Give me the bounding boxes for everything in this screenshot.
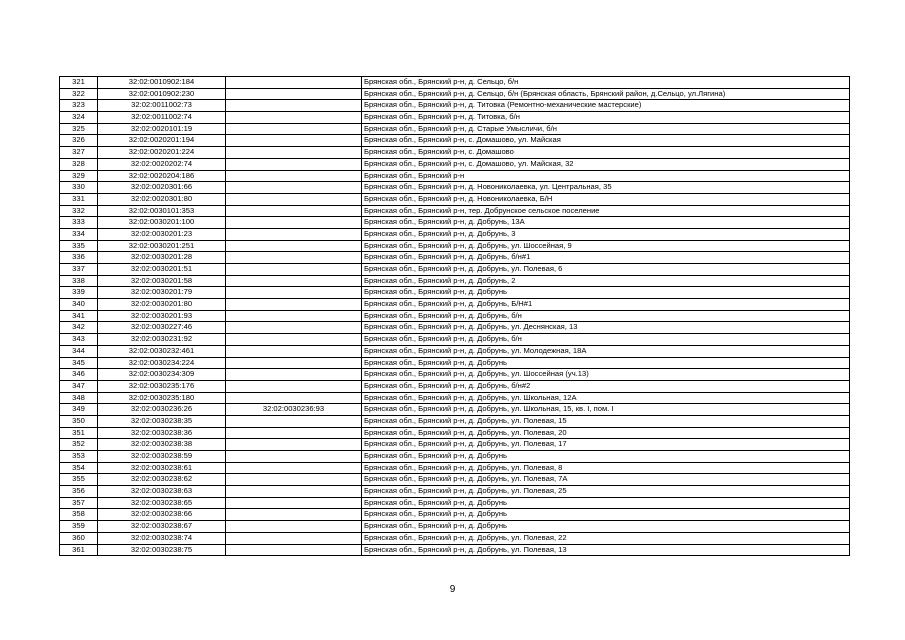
address-cell: Брянская обл., Брянский р-н, с. Домашово <box>362 147 850 159</box>
previous-cadastral-number-cell <box>226 287 362 299</box>
row-number-cell: 322 <box>60 88 98 100</box>
address-cell: Брянская обл., Брянский р-н, с. Домашово, ул. Майская <box>362 135 850 147</box>
previous-cadastral-number-cell <box>226 240 362 252</box>
table-row <box>60 427 850 439</box>
row-number-cell: 359 <box>60 521 98 533</box>
address-cell: Брянская обл., Брянский р-н, д. Добрунь, Б/Н#1 <box>362 299 850 311</box>
address-cell: Брянская обл., Брянский р-н, д. Добрунь, б/н#1 <box>362 252 850 264</box>
cadastral-number-cell: 32:02:0030235:176 <box>98 380 226 392</box>
property-registry-table <box>59 76 850 556</box>
previous-cadastral-number-cell <box>226 357 362 369</box>
address-cell: Брянская обл., Брянский р-н, д. Добрунь <box>362 287 850 299</box>
address-cell: Брянская обл., Брянский р-н, д. Добрунь, 3 <box>362 228 850 240</box>
table-row <box>60 228 850 240</box>
cadastral-number-cell: 32:02:0030201:100 <box>98 217 226 229</box>
address-cell: Брянская обл., Брянский р-н, д. Титовка (Ремонтно-механические мастерские) <box>362 100 850 112</box>
cadastral-number-cell: 32:02:0020204:186 <box>98 170 226 182</box>
previous-cadastral-number-cell <box>226 509 362 521</box>
row-number-cell: 331 <box>60 193 98 205</box>
previous-cadastral-number-cell <box>226 205 362 217</box>
row-number-cell: 333 <box>60 217 98 229</box>
previous-cadastral-number-cell <box>226 532 362 544</box>
address-cell: Брянская обл., Брянский р-н, д. Добрунь <box>362 521 850 533</box>
previous-cadastral-number-cell <box>226 497 362 509</box>
previous-cadastral-number-cell <box>226 544 362 556</box>
table-row <box>60 205 850 217</box>
cadastral-number-cell: 32:02:0020301:66 <box>98 182 226 194</box>
table-row <box>60 264 850 276</box>
table-row <box>60 486 850 498</box>
previous-cadastral-number-cell <box>226 380 362 392</box>
cadastral-number-cell: 32:02:0030238:63 <box>98 486 226 498</box>
previous-cadastral-number-cell <box>226 135 362 147</box>
previous-cadastral-number-cell <box>226 334 362 346</box>
cadastral-number-cell: 32:02:0020202:74 <box>98 158 226 170</box>
table-row <box>60 439 850 451</box>
cadastral-number-cell: 32:02:0011002:73 <box>98 100 226 112</box>
row-number-cell: 328 <box>60 158 98 170</box>
cadastral-number-cell: 32:02:0030201:79 <box>98 287 226 299</box>
previous-cadastral-number-cell <box>226 486 362 498</box>
previous-cadastral-number-cell <box>226 228 362 240</box>
cadastral-number-cell: 32:02:0030238:38 <box>98 439 226 451</box>
address-cell: Брянская обл., Брянский р-н, д. Сельцо, б/н <box>362 77 850 89</box>
address-cell: Брянская обл., Брянский р-н, с. Домашово, ул. Майская, 32 <box>362 158 850 170</box>
row-number-cell: 326 <box>60 135 98 147</box>
table-row <box>60 182 850 194</box>
address-cell: Брянская обл., Брянский р-н, д. Добрунь, 13А <box>362 217 850 229</box>
previous-cadastral-number-cell <box>226 427 362 439</box>
address-cell: Брянская обл., Брянский р-н, тер. Добрунское сельское поселение <box>362 205 850 217</box>
address-cell: Брянская обл., Брянский р-н, д. Добрунь, ул. Шоссейная (уч.13) <box>362 369 850 381</box>
cadastral-number-cell: 32:02:0030201:80 <box>98 299 226 311</box>
address-cell: Брянская обл., Брянский р-н, д. Титовка, б/н <box>362 112 850 124</box>
previous-cadastral-number-cell <box>226 310 362 322</box>
table-row <box>60 147 850 159</box>
table-row <box>60 310 850 322</box>
cadastral-number-cell: 32:02:0010902:184 <box>98 77 226 89</box>
table-row <box>60 451 850 463</box>
row-number-cell: 338 <box>60 275 98 287</box>
row-number-cell: 355 <box>60 474 98 486</box>
page-number: 9 <box>449 584 456 595</box>
cadastral-number-cell: 32:02:0030227:46 <box>98 322 226 334</box>
previous-cadastral-number-cell <box>226 158 362 170</box>
cadastral-number-cell: 32:02:0020101:19 <box>98 123 226 135</box>
previous-cadastral-number-cell <box>226 369 362 381</box>
address-cell: Брянская обл., Брянский р-н, д. Добрунь, ул. Полевая, 22 <box>362 532 850 544</box>
cadastral-number-cell: 32:02:0010902:230 <box>98 88 226 100</box>
table-row <box>60 415 850 427</box>
row-number-cell: 346 <box>60 369 98 381</box>
previous-cadastral-number-cell <box>226 182 362 194</box>
cadastral-number-cell: 32:02:0030238:59 <box>98 451 226 463</box>
previous-cadastral-number-cell <box>226 521 362 533</box>
previous-cadastral-number-cell <box>226 193 362 205</box>
address-cell: Брянская обл., Брянский р-н, д. Сельцо, б/н (Брянская область, Брянский район, д.Сельцо, ул.Лягина) <box>362 88 850 100</box>
row-number-cell: 348 <box>60 392 98 404</box>
cadastral-number-cell: 32:02:0030238:61 <box>98 462 226 474</box>
row-number-cell: 334 <box>60 228 98 240</box>
address-cell: Брянская обл., Брянский р-н, д. Добрунь, ул. Полевая, 6 <box>362 264 850 276</box>
address-cell: Брянская обл., Брянский р-н, д. Добрунь, б/н <box>362 310 850 322</box>
table-row <box>60 88 850 100</box>
cadastral-number-cell: 32:02:0030234:224 <box>98 357 226 369</box>
previous-cadastral-number-cell <box>226 392 362 404</box>
table-row <box>60 77 850 89</box>
cadastral-number-cell: 32:02:0030201:93 <box>98 310 226 322</box>
row-number-cell: 341 <box>60 310 98 322</box>
cadastral-number-cell: 32:02:0030101:353 <box>98 205 226 217</box>
address-cell: Брянская обл., Брянский р-н, д. Добрунь, б/н <box>362 334 850 346</box>
address-cell: Брянская обл., Брянский р-н, д. Добрунь, ул. Полевая, 17 <box>362 439 850 451</box>
cadastral-number-cell: 32:02:0030238:67 <box>98 521 226 533</box>
previous-cadastral-number-cell <box>226 299 362 311</box>
row-number-cell: 327 <box>60 147 98 159</box>
row-number-cell: 343 <box>60 334 98 346</box>
table-row <box>60 252 850 264</box>
cadastral-number-cell: 32:02:0030238:75 <box>98 544 226 556</box>
table-row <box>60 334 850 346</box>
address-cell: Брянская обл., Брянский р-н, д. Добрунь, ул. Полевая, 25 <box>362 486 850 498</box>
address-cell: Брянская обл., Брянский р-н, д. Добрунь, ул. Школьная, 12А <box>362 392 850 404</box>
row-number-cell: 324 <box>60 112 98 124</box>
table-row <box>60 532 850 544</box>
row-number-cell: 361 <box>60 544 98 556</box>
previous-cadastral-number-cell: 32:02:0030236:93 <box>226 404 362 416</box>
row-number-cell: 323 <box>60 100 98 112</box>
address-cell: Брянская обл., Брянский р-н, д. Новониколаевка, Б/Н <box>362 193 850 205</box>
table-row <box>60 345 850 357</box>
address-cell: Брянская обл., Брянский р-н, д. Добрунь, 2 <box>362 275 850 287</box>
address-cell: Брянская обл., Брянский р-н, д. Старые Умысличи, б/н <box>362 123 850 135</box>
cadastral-number-cell: 32:02:0020201:194 <box>98 135 226 147</box>
previous-cadastral-number-cell <box>226 147 362 159</box>
cadastral-number-cell: 32:02:0030231:92 <box>98 334 226 346</box>
cadastral-number-cell: 32:02:0030238:36 <box>98 427 226 439</box>
table-row <box>60 369 850 381</box>
table-row <box>60 404 850 416</box>
row-number-cell: 330 <box>60 182 98 194</box>
address-cell: Брянская обл., Брянский р-н, д. Добрунь, ул. Полевая, 8 <box>362 462 850 474</box>
row-number-cell: 342 <box>60 322 98 334</box>
row-number-cell: 339 <box>60 287 98 299</box>
row-number-cell: 360 <box>60 532 98 544</box>
previous-cadastral-number-cell <box>226 264 362 276</box>
previous-cadastral-number-cell <box>226 112 362 124</box>
cadastral-number-cell: 32:02:0030235:180 <box>98 392 226 404</box>
table-row <box>60 240 850 252</box>
row-number-cell: 350 <box>60 415 98 427</box>
registry-table-body <box>60 77 850 556</box>
row-number-cell: 335 <box>60 240 98 252</box>
previous-cadastral-number-cell <box>226 322 362 334</box>
cadastral-number-cell: 32:02:0011002:74 <box>98 112 226 124</box>
table-row <box>60 380 850 392</box>
table-row <box>60 509 850 521</box>
previous-cadastral-number-cell <box>226 88 362 100</box>
row-number-cell: 321 <box>60 77 98 89</box>
row-number-cell: 337 <box>60 264 98 276</box>
previous-cadastral-number-cell <box>226 415 362 427</box>
row-number-cell: 332 <box>60 205 98 217</box>
address-cell: Брянская обл., Брянский р-н <box>362 170 850 182</box>
cadastral-number-cell: 32:02:0020301:80 <box>98 193 226 205</box>
table-row <box>60 322 850 334</box>
previous-cadastral-number-cell <box>226 77 362 89</box>
cadastral-number-cell: 32:02:0030238:65 <box>98 497 226 509</box>
row-number-cell: 340 <box>60 299 98 311</box>
cadastral-number-cell: 32:02:0030236:26 <box>98 404 226 416</box>
table-row <box>60 217 850 229</box>
cadastral-number-cell: 32:02:0030238:66 <box>98 509 226 521</box>
table-row <box>60 521 850 533</box>
address-cell: Брянская обл., Брянский р-н, д. Добрунь, ул. Деснянская, 13 <box>362 322 850 334</box>
cadastral-number-cell: 32:02:0030201:28 <box>98 252 226 264</box>
table-row <box>60 474 850 486</box>
previous-cadastral-number-cell <box>226 462 362 474</box>
address-cell: Брянская обл., Брянский р-н, д. Добрунь <box>362 357 850 369</box>
table-row <box>60 112 850 124</box>
previous-cadastral-number-cell <box>226 474 362 486</box>
table-row <box>60 287 850 299</box>
cadastral-number-cell: 32:02:0030201:23 <box>98 228 226 240</box>
row-number-cell: 345 <box>60 357 98 369</box>
table-row <box>60 275 850 287</box>
row-number-cell: 329 <box>60 170 98 182</box>
table-row <box>60 497 850 509</box>
cadastral-number-cell: 32:02:0030238:62 <box>98 474 226 486</box>
address-cell: Брянская обл., Брянский р-н, д. Добрунь <box>362 509 850 521</box>
table-row <box>60 158 850 170</box>
table-row <box>60 123 850 135</box>
previous-cadastral-number-cell <box>226 170 362 182</box>
previous-cadastral-number-cell <box>226 217 362 229</box>
address-cell: Брянская обл., Брянский р-н, д. Добрунь, ул. Полевая, 13 <box>362 544 850 556</box>
row-number-cell: 349 <box>60 404 98 416</box>
table-row <box>60 357 850 369</box>
previous-cadastral-number-cell <box>226 252 362 264</box>
cadastral-number-cell: 32:02:0030201:251 <box>98 240 226 252</box>
table-row <box>60 462 850 474</box>
cadastral-number-cell: 32:02:0030201:58 <box>98 275 226 287</box>
row-number-cell: 353 <box>60 451 98 463</box>
cadastral-number-cell: 32:02:0030232:461 <box>98 345 226 357</box>
cadastral-number-cell: 32:02:0030234:309 <box>98 369 226 381</box>
cadastral-number-cell: 32:02:0030238:35 <box>98 415 226 427</box>
address-cell: Брянская обл., Брянский р-н, д. Новониколаевка, ул. Центральная, 35 <box>362 182 850 194</box>
previous-cadastral-number-cell <box>226 100 362 112</box>
row-number-cell: 325 <box>60 123 98 135</box>
previous-cadastral-number-cell <box>226 451 362 463</box>
address-cell: Брянская обл., Брянский р-н, д. Добрунь <box>362 451 850 463</box>
previous-cadastral-number-cell <box>226 345 362 357</box>
cadastral-number-cell: 32:02:0020201:224 <box>98 147 226 159</box>
table-row <box>60 100 850 112</box>
address-cell: Брянская обл., Брянский р-н, д. Добрунь, ул. Школьная, 15, кв. I, пом. I <box>362 404 850 416</box>
table-row <box>60 544 850 556</box>
row-number-cell: 344 <box>60 345 98 357</box>
cadastral-number-cell: 32:02:0030238:74 <box>98 532 226 544</box>
row-number-cell: 356 <box>60 486 98 498</box>
previous-cadastral-number-cell <box>226 275 362 287</box>
row-number-cell: 352 <box>60 439 98 451</box>
address-cell: Брянская обл., Брянский р-н, д. Добрунь, ул. Полевая, 20 <box>362 427 850 439</box>
row-number-cell: 347 <box>60 380 98 392</box>
previous-cadastral-number-cell <box>226 439 362 451</box>
row-number-cell: 336 <box>60 252 98 264</box>
address-cell: Брянская обл., Брянский р-н, д. Добрунь, ул. Молодежная, 18А <box>362 345 850 357</box>
cadastral-number-cell: 32:02:0030201:51 <box>98 264 226 276</box>
address-cell: Брянская обл., Брянский р-н, д. Добрунь, ул. Полевая, 7А <box>362 474 850 486</box>
table-row <box>60 170 850 182</box>
table-row <box>60 193 850 205</box>
address-cell: Брянская обл., Брянский р-н, д. Добрунь, ул. Полевая, 15 <box>362 415 850 427</box>
table-row <box>60 392 850 404</box>
address-cell: Брянская обл., Брянский р-н, д. Добрунь, ул. Шоссейная, 9 <box>362 240 850 252</box>
address-cell: Брянская обл., Брянский р-н, д. Добрунь, б/н#2 <box>362 380 850 392</box>
table-row <box>60 135 850 147</box>
row-number-cell: 354 <box>60 462 98 474</box>
row-number-cell: 357 <box>60 497 98 509</box>
address-cell: Брянская обл., Брянский р-н, д. Добрунь <box>362 497 850 509</box>
table-row <box>60 299 850 311</box>
previous-cadastral-number-cell <box>226 123 362 135</box>
row-number-cell: 351 <box>60 427 98 439</box>
row-number-cell: 358 <box>60 509 98 521</box>
